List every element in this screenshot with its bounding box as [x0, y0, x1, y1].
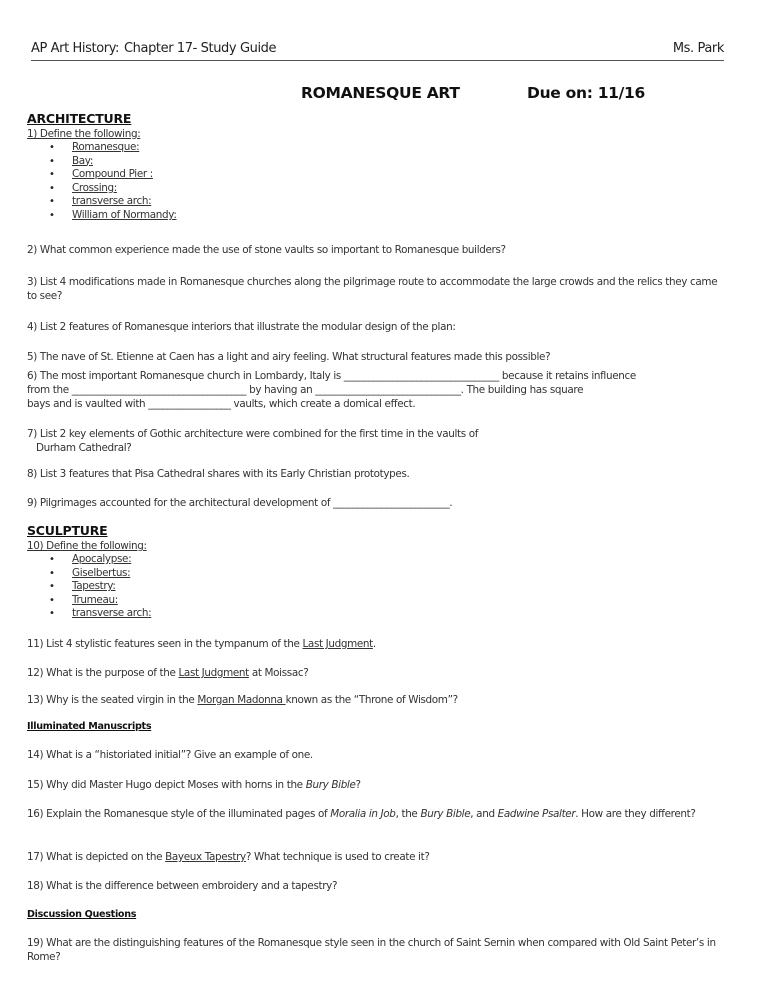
question-16: 16) Explain the Romanesque style of the illuminated pages of Moralia in Job, the Bury Bible, and Eadwine Psalter. How are they different? — [27, 808, 696, 820]
section-heading-architecture: ARCHITECTURE — [27, 111, 132, 126]
question-19: 19) What are the distinguishing features of the Romanesque style seen in the church of Saint Sernin when compared with Old Saint Peter’s in Rome? — [27, 937, 716, 963]
question-2: 2) What common experience made the use of stone vaults so important to Romanesque builders? — [27, 244, 506, 256]
question-17: 17) What is depicted on the Bayeux Tapestry? What technique is used to create it? — [27, 851, 430, 863]
course-label: AP Art History: — [31, 41, 120, 56]
page-header — [31, 41, 724, 61]
question-12: 12) What is the purpose of the Last Judgment at Moissac? — [27, 667, 309, 679]
sculpture-terms-list — [27, 553, 151, 621]
question-14: 14) What is a “historiated initial”? Give an example of one. — [27, 749, 313, 761]
term-item: • transverse arch: — [27, 607, 151, 621]
question-9: 9) Pilgrimages accounted for the architectural development of ________________________. — [27, 497, 453, 509]
question-1: 1) Define the following: — [27, 128, 141, 140]
question-3: 3) List 4 modifications made in Romanesque churches along the pilgrimage route to accommodate the large crowds and the relics they came to see? — [27, 276, 718, 302]
architecture-terms-list — [27, 141, 177, 223]
term-item: • transverse arch: — [27, 195, 177, 209]
term-item: • Trumeau: — [27, 594, 151, 608]
document-title: ROMANESQUE ART — [301, 84, 460, 102]
teacher-label: Ms. Park — [672, 41, 724, 56]
due-date: Due on: 11/16 — [527, 84, 645, 102]
question-4: 4) List 2 features of Romanesque interiors that illustrate the modular design of the plan: — [27, 321, 456, 333]
sculpture-section — [27, 524, 151, 621]
term-item: • Apocalypse: — [27, 553, 151, 567]
term-item: • Giselbertus: — [27, 567, 151, 581]
section-heading-discussion: Discussion Questions — [27, 909, 137, 920]
question-6: 6) The most important Romanesque church in Lombardy, Italy is ________________________________ because it retains influence from the ____________________________________ by having an ______________________________. The building has square bays and is vaulted with _________________ vaults, which create a domical effect. — [27, 370, 636, 410]
architecture-section — [27, 112, 177, 223]
section-heading-manuscripts: Illuminated Manuscripts — [27, 721, 152, 732]
question-8: 8) List 3 features that Pisa Cathedral shares with its Early Christian prototypes. — [27, 468, 410, 480]
question-18: 18) What is the difference between embroidery and a tapestry? — [27, 880, 338, 892]
question-7: 7) List 2 key elements of Gothic architecture were combined for the first time in the vaults of Durham Cathedral? — [27, 428, 479, 454]
chapter-label: Chapter 17- Study Guide — [124, 41, 277, 56]
term-item: • William of Normandy: — [27, 209, 177, 223]
question-10: 10) Define the following: — [27, 540, 147, 552]
question-5: 5) The nave of St. Etienne at Caen has a light and airy feeling. What structural features made this possible? — [27, 351, 551, 363]
term-item: • Compound Pier : — [27, 168, 177, 182]
question-15: 15) Why did Master Hugo depict Moses with horns in the Bury Bible? — [27, 779, 361, 791]
section-heading-sculpture: SCULPTURE — [27, 523, 108, 538]
term-item: • Tapestry: — [27, 580, 151, 594]
term-item: • Crossing: — [27, 182, 177, 196]
question-13: 13) Why is the seated virgin in the Morgan Madonna known as the “Throne of Wisdom”? — [27, 694, 458, 706]
term-item: • Bay: — [27, 155, 177, 169]
question-11: 11) List 4 stylistic features seen in the tympanum of the Last Judgment. — [27, 638, 376, 650]
term-item: • Romanesque: — [27, 141, 177, 155]
